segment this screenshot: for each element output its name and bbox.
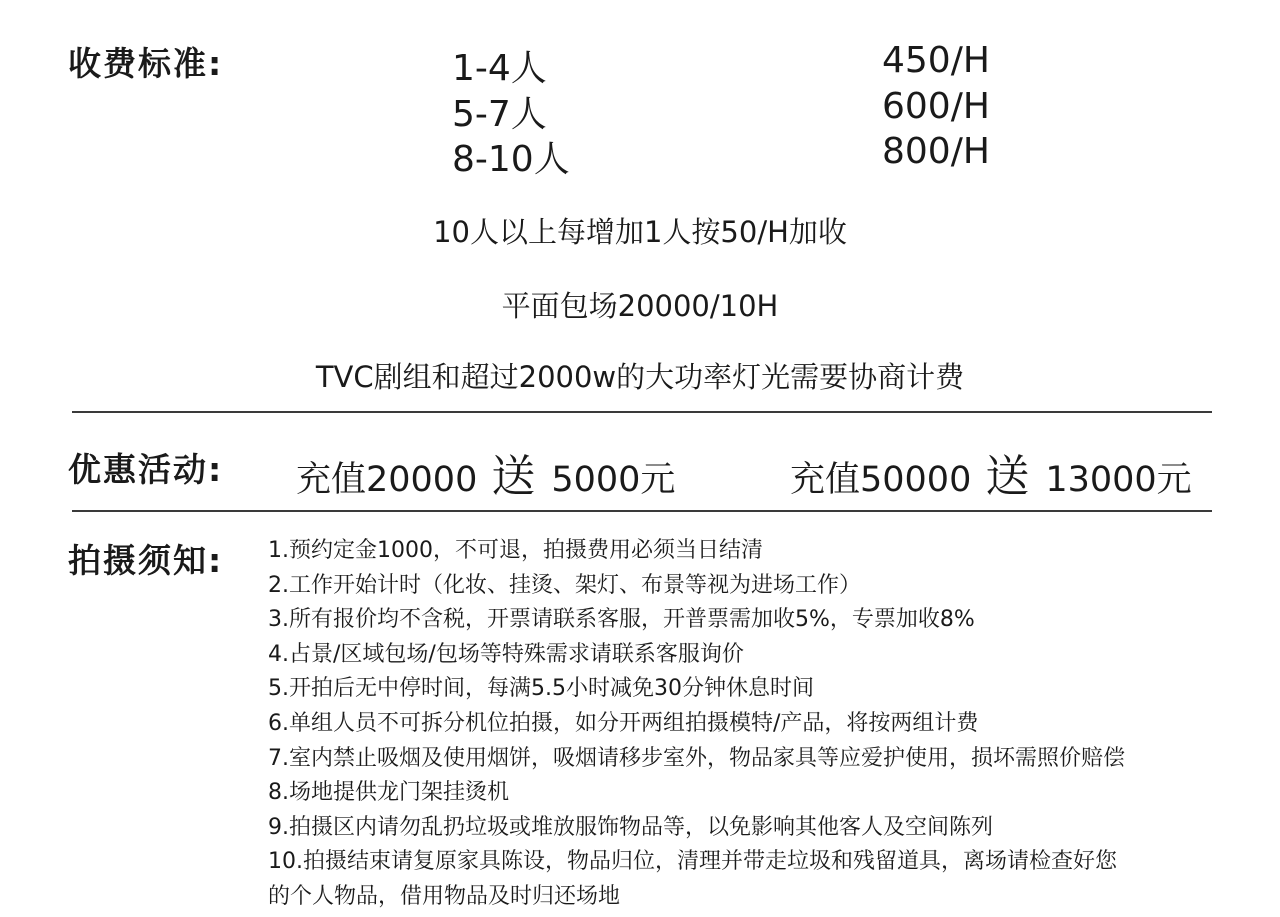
- tier-people-3: 8-10人: [452, 139, 570, 180]
- promo-give-2: 送: [985, 451, 1030, 502]
- tier-rate-1: 450/H: [882, 40, 990, 81]
- tier-people-2: 5-7人: [452, 94, 547, 135]
- tvc-note: TVC剧组和超过2000w的大功率灯光需要协商计费: [315, 360, 965, 394]
- promotion-heading: 优惠活动:: [68, 450, 224, 489]
- notice-item: 2.工作开始计时（化妆、挂烫、架灯、布景等视为进场工作）: [268, 572, 861, 598]
- notices-list: [268, 534, 1258, 915]
- promo-bonus-1: 5000元: [551, 460, 676, 500]
- notice-item: 4.占景/区域包场/包场等特殊需求请联系客服询价: [268, 641, 744, 667]
- notice-item: 3.所有报价均不含税，开票请联系客服，开普票需加收5%，专票加收8%: [268, 607, 975, 633]
- notice-item: 9.拍摄区内请勿乱扔垃圾或堆放服饰物品等，以免影响其他客人及空间陈列: [268, 814, 993, 840]
- notice-item: 10.拍摄结束请复原家具陈设，物品归位，清理并带走垃圾和残留道具，离场请检查好您: [268, 849, 1117, 875]
- pricing-heading: 收费标准:: [68, 44, 224, 83]
- notice-item: 7.室内禁止吸烟及使用烟饼，吸烟请移步室外，物品家具等应爱护使用，损坏需照价赔偿: [268, 745, 1125, 771]
- promo-offer-2: [790, 440, 1192, 504]
- notice-item-continuation: 的个人物品，借用物品及时归还场地: [268, 883, 621, 909]
- tier-rate-2: 600/H: [882, 86, 990, 127]
- extra-person-note: 10人以上每增加1人按50/H加收: [433, 215, 847, 249]
- divider-bottom: [72, 510, 1212, 512]
- tier-rate-3: 800/H: [882, 131, 990, 172]
- tier-people-1: 1-4人: [452, 48, 547, 89]
- notice-item: 5.开拍后无中停时间，每满5.5小时减免30分钟休息时间: [268, 676, 814, 702]
- notice-item: 8.场地提供龙门架挂烫机: [268, 780, 509, 806]
- divider-top: [72, 411, 1212, 413]
- promo-give-1: 送: [491, 451, 536, 502]
- promo-bonus-2: 13000元: [1045, 460, 1192, 500]
- notice-item: 1.预约定金1000，不可退，拍摄费用必须当日结清: [268, 538, 763, 563]
- promo-charge-1: 充值20000: [296, 460, 478, 500]
- notices-heading: 拍摄须知:: [68, 541, 224, 580]
- notice-item: 6.单组人员不可拆分机位拍摄，如分开两组拍摄模特/产品，将按两组计费: [268, 710, 979, 736]
- promo-offer-1: [296, 440, 675, 504]
- promo-charge-2: 充值50000: [790, 460, 972, 500]
- flat-package-note: 平面包场20000/10H: [501, 289, 779, 323]
